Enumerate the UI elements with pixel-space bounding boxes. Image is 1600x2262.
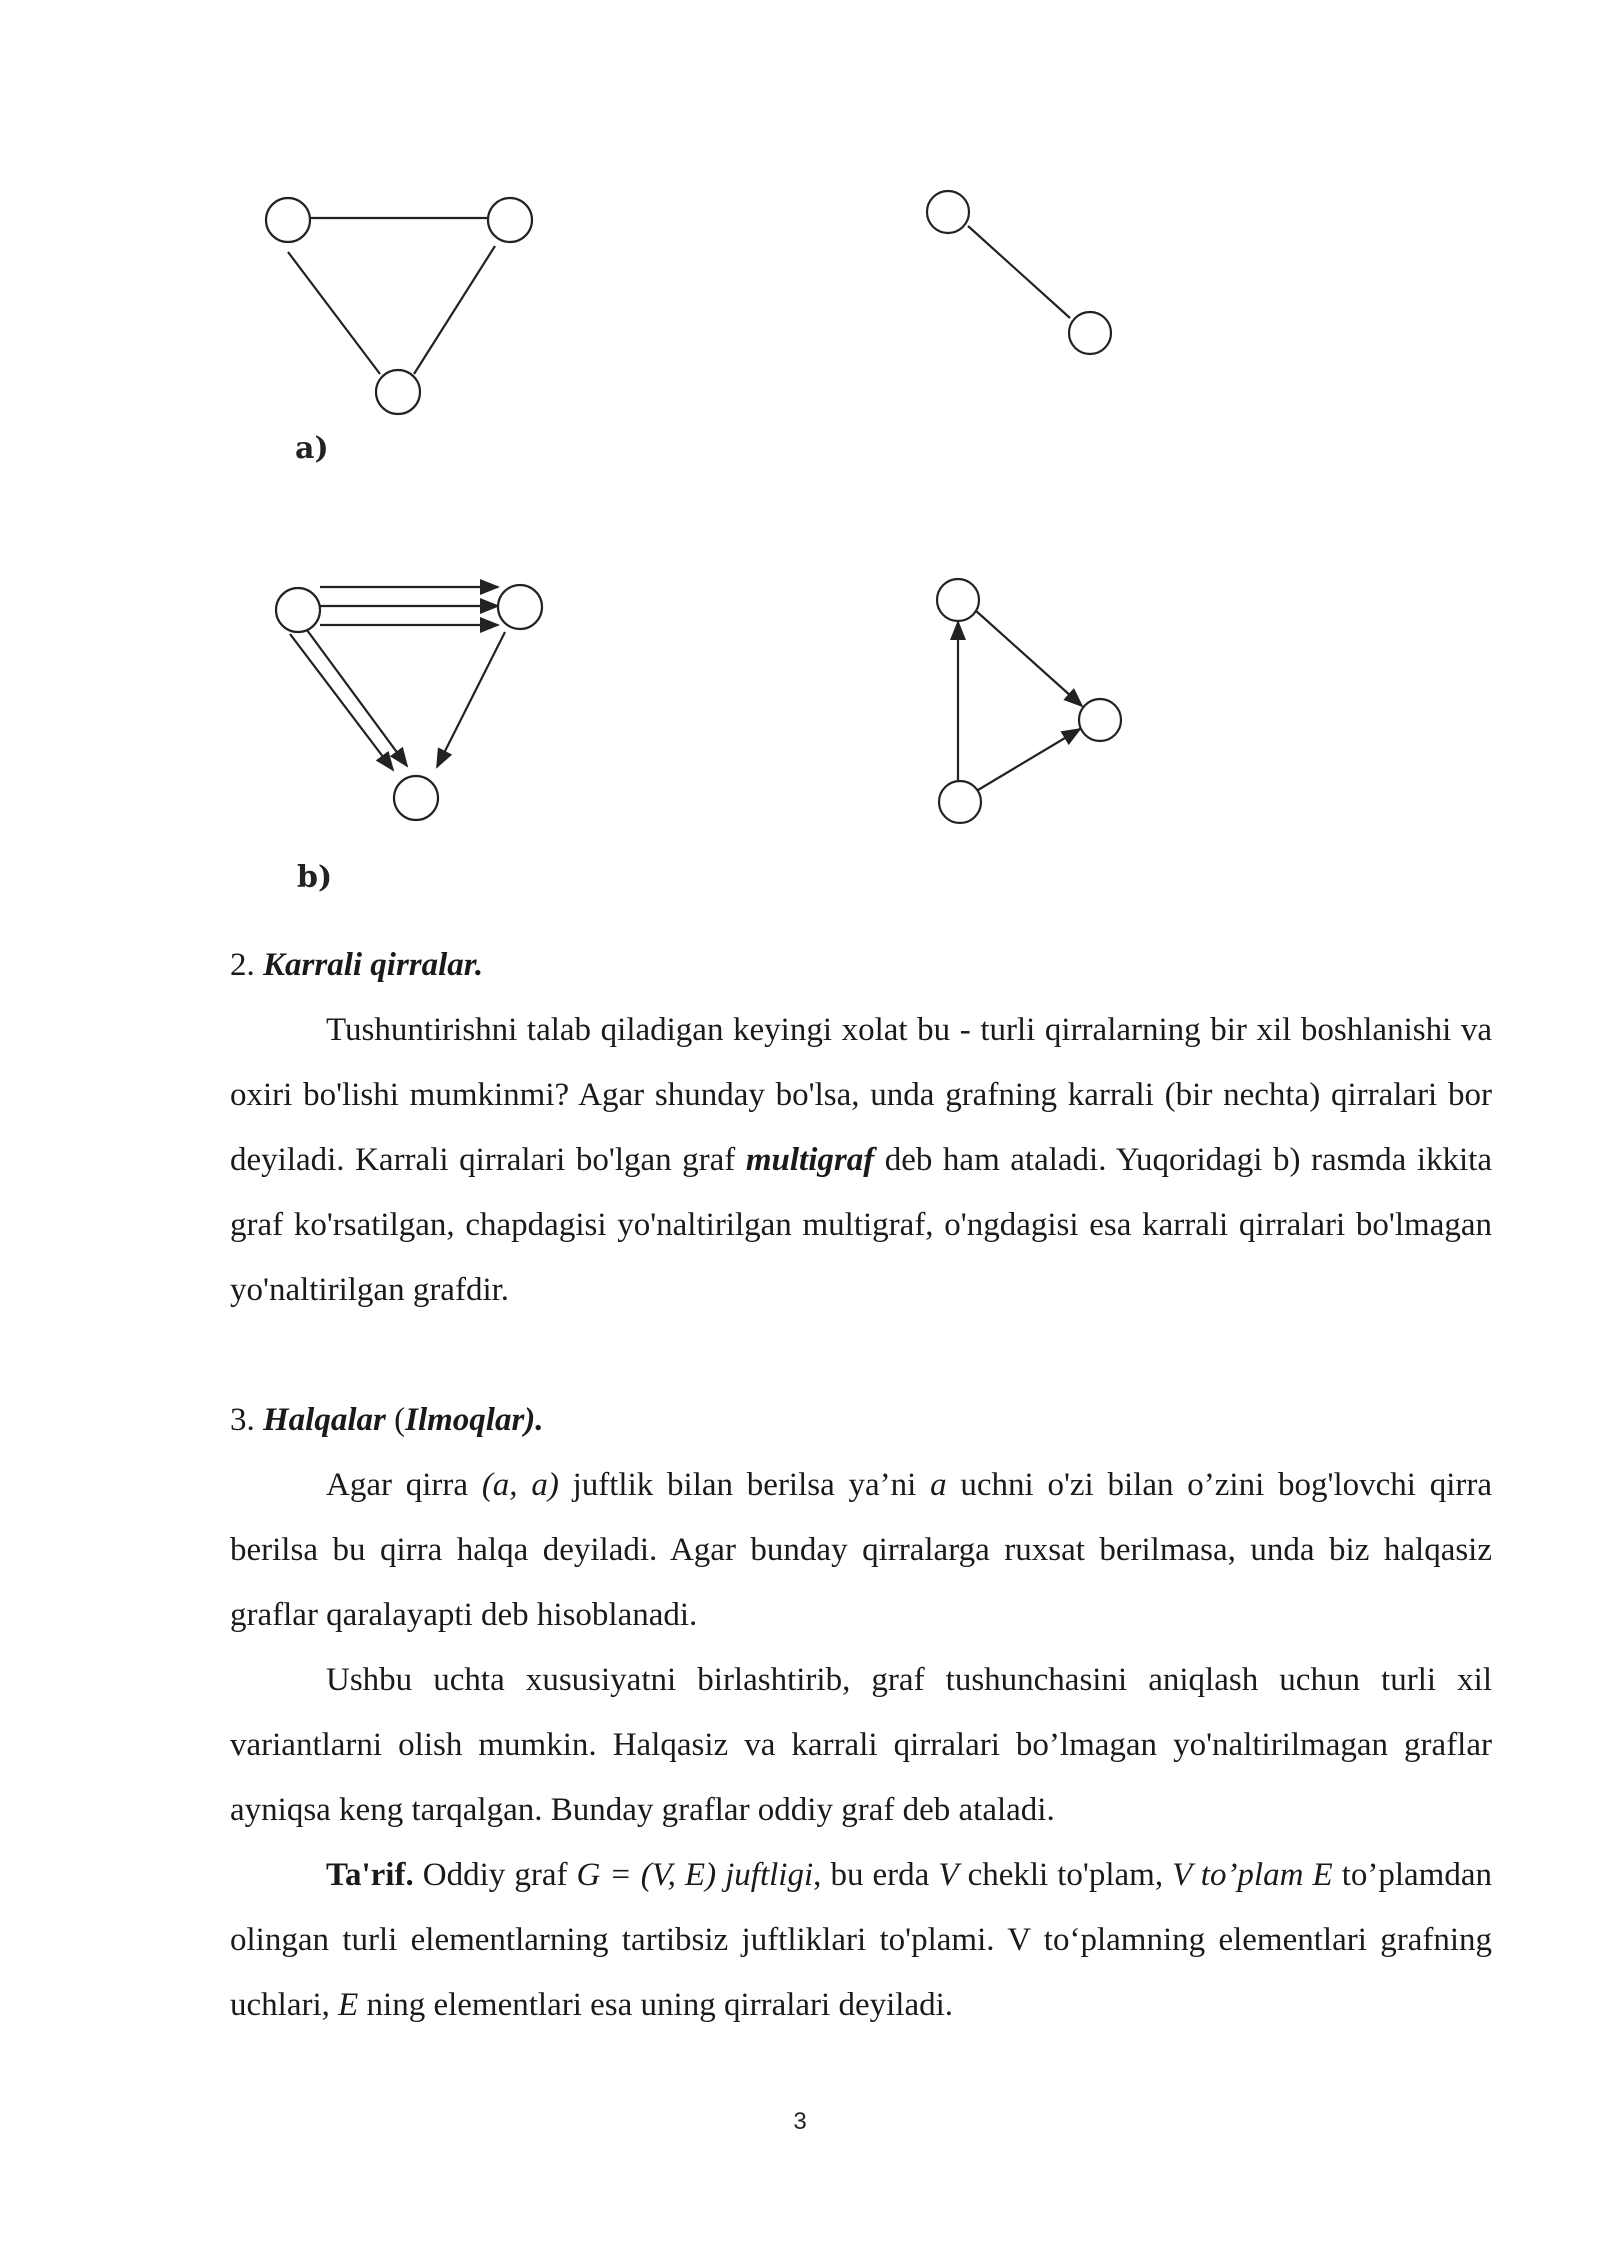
vertex xyxy=(276,588,320,632)
section-2-heading xyxy=(230,933,1492,998)
section-number: 3. xyxy=(230,1402,255,1438)
vertex xyxy=(376,370,420,414)
directed-edge xyxy=(304,626,407,766)
section-3-heading: 3. Halqalar (Ilmoqlar). xyxy=(230,1402,544,1438)
spacer xyxy=(230,1323,1492,1388)
paragraph: Agar qirra (a, a) juftlik bilan berilsa ya’ni a uchni o'zi bilan o’zini bog'lovchi qirra berilsa bu qirra halqa deyiladi. Agar bunday qirralarga ruxsat berilmasa, unda biz halqasiz graflar qaralayapti deb hisoblanadi. xyxy=(230,1467,1493,1633)
vertex xyxy=(394,776,438,820)
figure-label-b: b) xyxy=(297,860,333,895)
figure-a-edge-graph xyxy=(927,191,1111,354)
vertex xyxy=(1069,312,1111,354)
paragraph: Tushuntirishni talab qiladigan keyingi xolat bu - turli qirralarning bir xil boshlanishi va oxiri bo'lishi mumkinmi? Agar shunday bo'lsa, unda grafning karrali (bir nechta) qirralari bor deyiladi. Karrali qirralari bo'lgan graf multigraf deb ham ataladi. Yuqoridagi b) rasmda ikkita graf ko'rsatilgan, chapdagisi yo'naltirilgan multigraf, o'ngdagisi esa karrali qirralari bo'lmagan yo'naltirilgan grafdir. xyxy=(230,1012,1492,1308)
figure-label-a: a) xyxy=(295,431,329,466)
directed-edge xyxy=(975,610,1082,706)
vertex xyxy=(498,585,542,629)
directed-edge xyxy=(437,632,505,767)
vertex xyxy=(939,781,981,823)
graph-figures xyxy=(0,0,1600,900)
term-multigraf: multigraf xyxy=(745,1142,875,1178)
body-text xyxy=(230,933,1492,2038)
edge xyxy=(414,246,495,374)
figure-a-triangle-graph xyxy=(266,198,532,414)
edge xyxy=(968,226,1070,318)
paragraph: Ushbu uchta xususiyatni birlashtirib, graf tushunchasini aniqlash uchun turli xil variantlarni olish mumkin. Halqasiz va karrali qirralari bo’lmagan yo'naltirilmagan graflar ayniqsa keng tarqalgan. Bunday graflar oddiy graf deb ataladi. xyxy=(230,1662,1492,1828)
vertex xyxy=(1079,699,1121,741)
section-title: Karrali qirralar. xyxy=(263,947,484,983)
section-title-alt: Ilmoqlar). xyxy=(405,1402,544,1438)
vertex xyxy=(488,198,532,242)
figure-b-directed-graph xyxy=(937,579,1121,823)
section-title: Halqalar xyxy=(263,1402,386,1438)
figure-b-directed-multigraph xyxy=(276,585,542,820)
directed-edge xyxy=(978,729,1080,790)
definition-paragraph: Ta'rif. Oddiy graf G = (V, E) juftligi, bu erda V chekli to'plam, V to’plam E to’plamdan olingan turli elementlarning tartibsiz juftliklari to'plami. V to‘plamning elementlari grafning uchlari, E ning elementlari esa uning qirralari deyiladi. xyxy=(230,1857,1492,2023)
section-number: 2. xyxy=(230,947,255,983)
directed-edge xyxy=(290,634,393,770)
vertex xyxy=(937,579,979,621)
page-number: 3 xyxy=(793,2108,807,2135)
vertex xyxy=(927,191,969,233)
vertex xyxy=(266,198,310,242)
edge xyxy=(288,252,380,374)
definition-label: Ta'rif. xyxy=(326,1857,414,1893)
